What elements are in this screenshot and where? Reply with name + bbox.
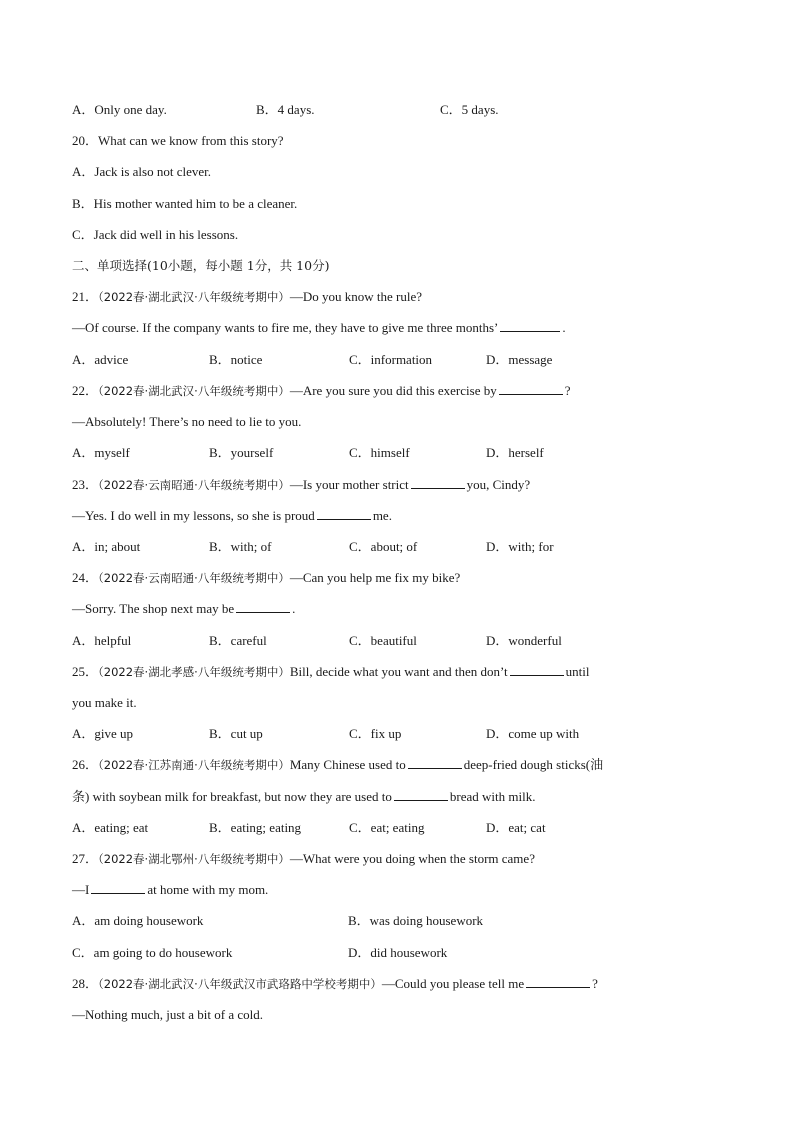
q20-stem: 20．What can we know from this story? xyxy=(72,133,284,148)
option-d[interactable]: D．with; for xyxy=(486,539,554,554)
q20-option-c[interactable]: C．Jack did well in his lessons. xyxy=(72,227,239,242)
q21-stem-line xyxy=(72,287,422,307)
answer-blank[interactable] xyxy=(500,318,560,332)
option-a[interactable]: A．in; about xyxy=(72,539,141,554)
question-text: —Yes. I do well in my lessons, so she is proud xyxy=(72,508,315,523)
question-text: —Are you sure you did this exercise by xyxy=(289,383,497,398)
answer-blank[interactable] xyxy=(411,475,465,489)
question-text: —Of course. If the company wants to fire me, they have to give me three months’ xyxy=(72,320,499,335)
question-text: me. xyxy=(372,508,392,523)
question-source: （2022春·云南昭通·八年级统考期中） xyxy=(98,571,290,585)
question-text: ? xyxy=(564,383,571,398)
question-text: Bill, decide what you want and then don’t xyxy=(289,664,508,679)
question-text: —What were you doing when the storm came? xyxy=(289,851,535,866)
question-text: —Do you know the rule? xyxy=(289,289,422,304)
option-b[interactable]: B．cut up xyxy=(209,726,263,741)
option-d[interactable]: D．herself xyxy=(486,445,544,460)
option-a[interactable]: A．myself xyxy=(72,445,130,460)
q28-line2: —Nothing much, just a bit of a cold. xyxy=(72,1007,264,1022)
q22-stem-line xyxy=(72,381,571,401)
option-d[interactable]: D．wonderful xyxy=(486,633,562,648)
option-b[interactable]: B．eating; eating xyxy=(209,820,302,835)
option-a[interactable]: A．advice xyxy=(72,352,129,367)
q22-line2: —Absolutely! There’s no need to lie to you. xyxy=(72,414,302,429)
q26-stem-line xyxy=(72,755,603,775)
question-text: —Sorry. The shop next may be xyxy=(72,601,235,616)
question-source: （2022春·湖北鄂州·八年级统考期中） xyxy=(98,852,290,866)
option-d[interactable]: D．come up with xyxy=(486,726,580,741)
answer-blank[interactable] xyxy=(510,662,564,676)
q27-line2 xyxy=(72,880,268,900)
option-a[interactable]: A．eating; eat xyxy=(72,820,149,835)
question-text: . xyxy=(562,320,566,335)
q20-option-a[interactable]: A．Jack is also not clever. xyxy=(72,164,211,179)
option-b[interactable]: B．yourself xyxy=(209,445,274,460)
option-a[interactable]: A．give up xyxy=(72,726,134,741)
question-text: at home with my mom. xyxy=(147,882,269,897)
option-b[interactable]: B．notice xyxy=(209,352,263,367)
q26-line2 xyxy=(72,787,535,807)
section-heading: 二、单项选择(10小题，每小题 1分，共 10分) xyxy=(72,258,330,273)
question-text: you, Cindy? xyxy=(466,477,531,492)
question-text: 条) with soybean milk for breakfast, but now they are used to xyxy=(72,789,392,804)
answer-blank[interactable] xyxy=(408,755,462,769)
question-source: （2022春·湖北武汉·八年级统考期中） xyxy=(98,290,290,304)
question-text: deep-fried dough sticks(油 xyxy=(463,757,604,772)
question-text: Many Chinese used to xyxy=(289,757,406,772)
question-source: （2022春·云南昭通·八年级统考期中） xyxy=(98,478,290,492)
option-c[interactable]: C．beautiful xyxy=(349,633,417,648)
question-number: 22． xyxy=(72,383,99,398)
option-c[interactable]: C．about; of xyxy=(349,539,418,554)
q25-line2: you make it. xyxy=(72,695,137,710)
answer-blank[interactable] xyxy=(394,787,448,801)
answer-blank[interactable] xyxy=(317,506,371,520)
q24-line2 xyxy=(72,599,295,619)
q19-option-a[interactable]: A．Only one day. xyxy=(72,102,167,117)
question-text: bread with milk. xyxy=(449,789,536,804)
option-d[interactable]: D．did housework xyxy=(348,945,448,960)
option-b[interactable]: B．careful xyxy=(209,633,267,648)
option-d[interactable]: D．message xyxy=(486,352,553,367)
q28-stem-line xyxy=(72,974,598,994)
q23-line2 xyxy=(72,506,392,526)
answer-blank[interactable] xyxy=(499,381,563,395)
question-number: 26． xyxy=(72,757,99,772)
question-number: 21． xyxy=(72,289,99,304)
option-b[interactable]: B．was doing housework xyxy=(348,913,484,928)
question-text: until xyxy=(565,664,590,679)
q24-stem-line xyxy=(72,568,460,588)
option-c[interactable]: C．himself xyxy=(349,445,410,460)
question-source: （2022春·湖北孝感·八年级统考期中） xyxy=(98,665,290,679)
q27-stem-line xyxy=(72,849,535,869)
q23-stem-line xyxy=(72,475,530,495)
question-text: —Can you help me fix my bike? xyxy=(289,570,461,585)
question-number: 25． xyxy=(72,664,99,679)
question-number: 23． xyxy=(72,477,99,492)
answer-blank[interactable] xyxy=(91,880,145,894)
question-text: . xyxy=(292,601,296,616)
question-text: —Could you please tell me xyxy=(381,976,525,991)
question-number: 24． xyxy=(72,570,99,585)
q25-stem-line xyxy=(72,662,590,682)
question-number: 28． xyxy=(72,976,99,991)
question-text: ? xyxy=(592,976,598,991)
option-c[interactable]: C．information xyxy=(349,352,433,367)
question-text: —Is your mother strict xyxy=(289,477,409,492)
option-a[interactable]: A．helpful xyxy=(72,633,132,648)
option-b[interactable]: B．with; of xyxy=(209,539,272,554)
question-source: （2022春·湖北武汉·八年级武汉市武珞路中学校考期中） xyxy=(98,977,382,991)
option-c[interactable]: C．fix up xyxy=(349,726,402,741)
q21-line2 xyxy=(72,318,566,338)
question-number: 27． xyxy=(72,851,99,866)
answer-blank[interactable] xyxy=(236,599,290,613)
q20-option-b[interactable]: B．His mother wanted him to be a cleaner. xyxy=(72,196,298,211)
option-a[interactable]: A．am doing housework xyxy=(72,913,204,928)
question-text: —I xyxy=(72,882,90,897)
question-source: （2022春·湖北武汉·八年级统考期中） xyxy=(98,384,290,398)
question-source: （2022春·江苏南通·八年级统考期中） xyxy=(98,758,290,772)
option-c[interactable]: C．eat; eating xyxy=(349,820,425,835)
option-c[interactable]: C．am going to do housework xyxy=(72,945,233,960)
q19-option-c[interactable]: C．5 days. xyxy=(440,102,499,117)
q19-option-b[interactable]: B．4 days. xyxy=(256,102,315,117)
option-d[interactable]: D．eat; cat xyxy=(486,820,546,835)
answer-blank[interactable] xyxy=(526,974,590,988)
